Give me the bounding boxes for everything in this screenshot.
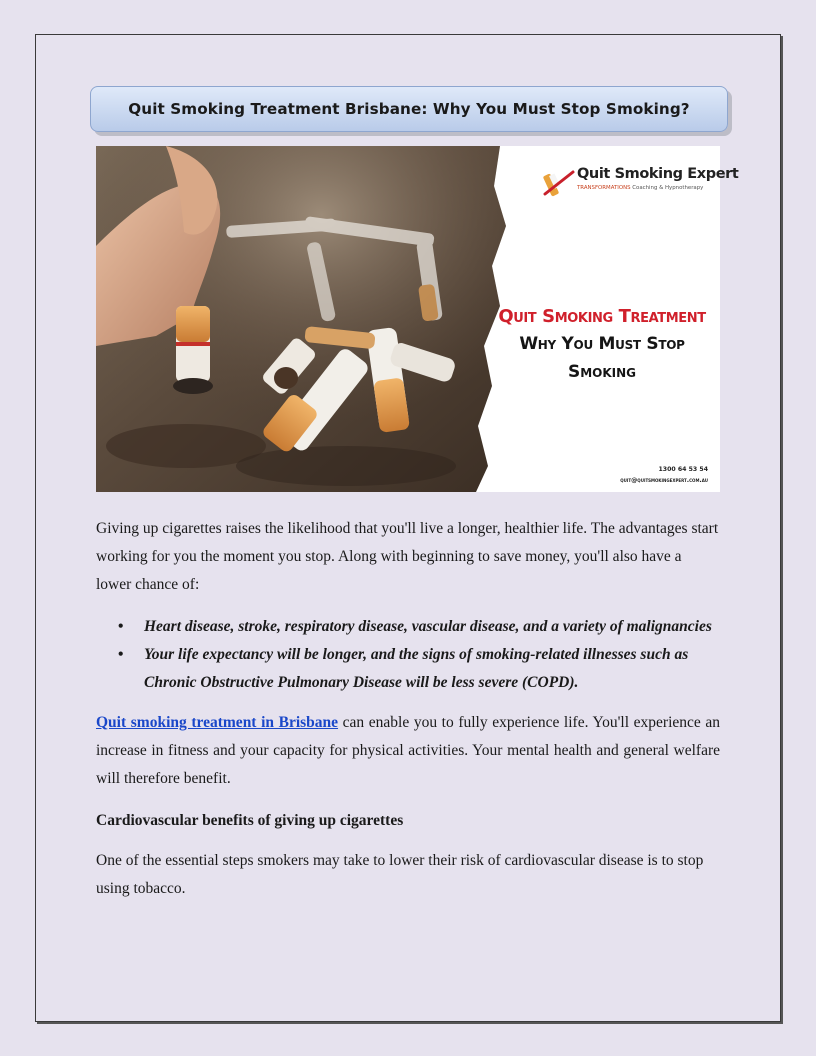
hero-image [96,146,739,492]
logo-tag-main: TRANSFORMATIONS [577,185,631,191]
phone-number: 1300 64 53 54 [658,466,708,473]
title-banner [90,86,728,132]
logo-name: Quit Smoking Expert [577,166,739,182]
page-title: Quit Smoking Treatment Brisbane: Why You Must Stop Smoking? [128,100,690,118]
banner-line-2: Why You Must Stop [519,334,685,354]
cardio-paragraph: One of the essential steps smokers may take to lower their risk of cardiovascular disease is to stop using tobacco. [96,852,704,897]
banner-line-3: Smoking [567,362,637,382]
banner-line-1: Quit Smoking Treatment [498,306,706,327]
banner-headline [476,304,728,386]
list-item: • Heart disease, stroke, respiratory disease, vascular disease, and a variety of malignancies [144,613,720,641]
logo-tag-sub: Coaching & Hypnotherapy [632,185,704,191]
treatment-paragraph [96,709,720,793]
brand-logo [543,166,739,200]
cigarette-logo-icon [543,166,575,198]
intro-paragraph: Giving up cigarettes raises the likelihood that you'll live a longer, healthier life. The advantages start working for you the moment you stop. Along with beginning to save money, you'll also have a lower chance of: [96,520,719,593]
treatment-link[interactable]: Quit smoking treatment in Brisbane [96,714,339,731]
contact-info [620,464,708,486]
section-heading: Cardiovascular benefits of giving up cigarettes [96,812,404,829]
list-item: • Your life expectancy will be longer, and the signs of smoking-related illnesses such as Chronic Obstructive Pulmonary Disease will be less severe (COPD). [144,641,720,697]
logo-tagline [577,185,703,191]
article-body [96,515,720,903]
treatment-paragraph-text: can enable you to fully experience life. You'll experience an increase in fitness and your capacity for physical activities. Your mental health and general welfare will therefore benefit. [96,714,720,787]
benefits-list [96,613,720,697]
email-address: quit@quitsmokingexpert.com.au [620,477,708,484]
